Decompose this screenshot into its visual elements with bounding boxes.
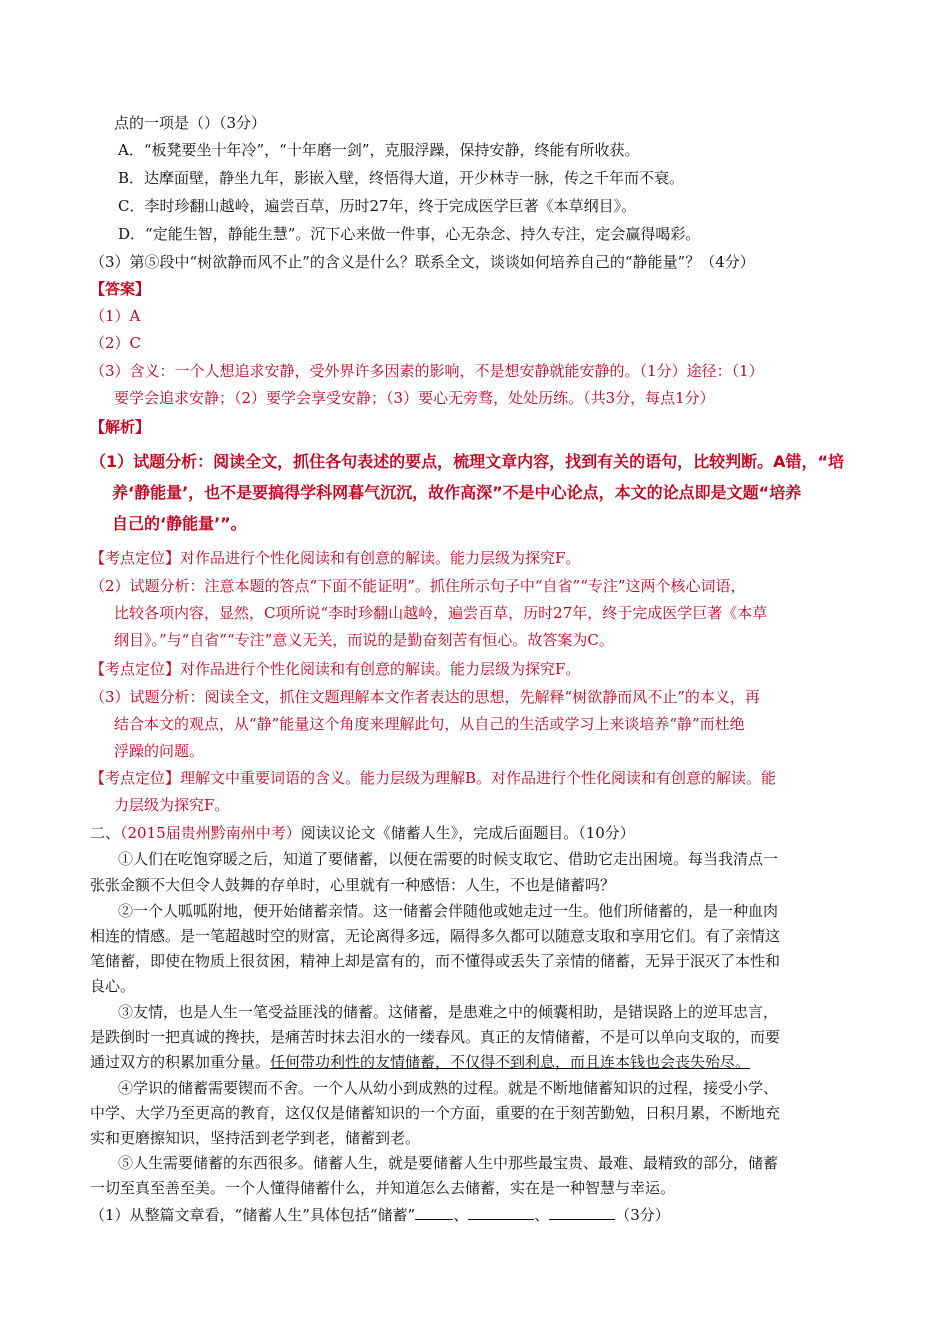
passage-p2-line-1: ②一个人呱呱附地，便开始储蓄亲情。这一储蓄会伴随他或她走过一生。他们所储蓄的，是一种血肉 xyxy=(118,902,779,920)
answer-blank-2[interactable] xyxy=(468,1203,534,1220)
passage-p4-line-2: 中学、大学乃至更高的教育，这仅仅是储蓄知识的一个方面，重要的在于刻苦勤勉，日积月累，不断地充 xyxy=(90,1104,781,1122)
question-last-suffix: （3分） xyxy=(615,1206,670,1224)
key-point-2: 【考点定位】对作品进行个性化阅读和有创意的解读。能力层级为探究F。 xyxy=(90,660,581,678)
blank-separator-2: 、 xyxy=(534,1206,550,1224)
passage-p2-line-2: 相连的情感。是一笔超越时空的财富，无论离得多远，隔得多久都可以随意支取和享用它们。有了亲情这 xyxy=(90,927,781,945)
analysis-header: 【解析】 xyxy=(90,418,151,436)
key-point-1: 【考点定位】对作品进行个性化阅读和有创意的解读。能力层级为探究F。 xyxy=(90,549,581,567)
question-3: （3）第⑤段中“树欲静而风不止”的含义是什么？联系全文，谈谈如何培养自己的“静能量”？（4分） xyxy=(90,253,755,271)
option-b: B．达摩面壁，静坐九年，影嵌入壁，终悟得大道，开少林寺一脉，传之千年而不衰。 xyxy=(118,169,685,187)
section-2-title xyxy=(90,820,880,846)
underlined-sentence: 任何带功利性的友情储蓄，不仅得不到利息，而且连本钱也会丧失殆尽。 xyxy=(270,1053,751,1071)
analysis-1-line-1: （1）试题分析：阅读全文，抓住各句表述的要点，梳理文章内容，找到有关的语句，比较判断。A错，“培 xyxy=(90,452,845,471)
answer-2: （2）C xyxy=(90,334,142,352)
question-last xyxy=(90,1202,880,1228)
passage-p3-line-3-text: 通过双方的积累加重分量。 xyxy=(90,1053,271,1071)
answer-header: 【答案】 xyxy=(90,280,151,298)
key-point-3-line-1: 【考点定位】理解文中重要词语的含义。能力层级为理解B。对作品进行个性化阅读和有创意的解读。能 xyxy=(90,769,777,787)
blank-separator-1: 、 xyxy=(453,1206,469,1224)
passage-p3-line-2: 是跌倒时一把真诚的搀扶，是痛苦时抹去泪水的一缕春风。真正的友情储蓄，不是可以单向支取的，而要 xyxy=(90,1028,781,1046)
passage-p4-line-1: ④学识的储蓄需要锲而不舍。一个人从幼小到成熟的过程。就是不断地储蓄知识的过程，接受小学、 xyxy=(118,1079,779,1097)
analysis-3-line-1: （3）试题分析：阅读全文，抓住文题理解本文作者表达的思想，先解释“树欲静而风不止”的本义，再 xyxy=(90,688,760,706)
passage-p5-line-2: 一切至真至善至美。一个人懂得储蓄什么，并知道怎么去储蓄，实在是一种智慧与幸运。 xyxy=(90,1179,676,1197)
passage-p5-line-1: ⑤人生需要储蓄的东西很多。储蓄人生，就是要储蓄人生中那些最宝贵、最难、最精致的部分，储蓄 xyxy=(118,1154,779,1172)
analysis-2-line-1: （2）试题分析：注意本题的答点“下面不能证明”。抓住所示句子中“自省”“专注”这两个核心词语， xyxy=(90,577,746,595)
passage-p1-line-2: 张张金额不大但令人鼓舞的存单时，心里就有一种感悟：人生，不也是储蓄吗？ xyxy=(90,876,616,894)
option-a: A．“板凳要坐十年冷”，“十年磨一剑”，克服浮躁，保持安静，终能有所收获。 xyxy=(118,141,640,159)
section-source: （2015届贵州黔南州中考） xyxy=(120,824,301,842)
answer-blank-3[interactable] xyxy=(549,1203,615,1220)
question-last-prefix: （1）从整篇文章看，“储蓄人生”具体包括“储蓄” xyxy=(90,1206,416,1224)
section-title-text: 阅读议论文《储蓄人生》，完成后面题目。（10分） xyxy=(300,824,635,842)
answer-3-line-1: （3）含义：一个人想追求安静，受外界许多因素的影响，不是想安静就能安静的。（1分）途径：（1） xyxy=(90,362,764,380)
passage-p4-line-3: 实和更磨擦知识，坚持活到老学到老，储蓄到老。 xyxy=(90,1129,421,1147)
passage-p2-line-4: 良心。 xyxy=(90,977,136,995)
section-number: 二、 xyxy=(90,824,121,842)
analysis-1-line-3: 自己的‘静能量’”。 xyxy=(112,514,247,533)
analysis-2-line-3: 纲目》。”与“自省”“专注”意义无关，而说的是勤奋刻苦有恒心。故答案为C。 xyxy=(114,631,614,649)
option-d: D．“定能生智，静能生慧”。沉下心来做一件事，心无杂念、持久专注，定会赢得喝彩。 xyxy=(118,225,701,243)
passage-p3-line-1: ③友情，也是人生一笔受益匪浅的储蓄。这储蓄，是患难之中的倾囊相助，是错误路上的逆耳忠言， xyxy=(118,1003,779,1021)
question-stem-tail: 点的一项是（）（3分） xyxy=(114,114,267,132)
analysis-3-line-2: 结合本文的观点，从“静”能量这个角度来理解此句，从自己的生活或学习上来谈培养“静”而杜绝 xyxy=(114,715,745,733)
answer-blank-1[interactable] xyxy=(415,1203,453,1220)
analysis-2-line-2: 比较各项内容，显然，C项所说“李时珍翻山越岭，遍尝百草，历时27年，终于完成医学巨著《本草 xyxy=(114,604,768,622)
analysis-1-line-2: 养‘静能量’，也不是要搞得学科网暮气沉沉，故作高深”不是中心论点，本文的论点即是文题“培养 xyxy=(112,483,802,502)
passage-p3-line-3 xyxy=(90,1049,880,1075)
analysis-3-line-3: 浮躁的问题。 xyxy=(114,742,205,760)
passage-p2-line-3: 笔储蓄，即使在物质上很贫困，精神上却是富有的，而不懂得或丢失了亲情的储蓄，无异于泯灭了本性和 xyxy=(90,952,781,970)
answer-3-line-2: 要学会追求安静；（2）要学会享受安静；（3）要心无旁骛，处处历练。（共3分，每点1分） xyxy=(114,389,715,407)
passage-p1-line-1: ①人们在吃饱穿暖之后，知道了要储蓄，以便在需要的时候支取它、借助它走出困境。每当我清点一 xyxy=(118,850,779,868)
key-point-3-line-2: 力层级为探究F。 xyxy=(114,796,230,814)
option-c: C．李时珍翻山越岭，遍尝百草，历时27年，终于完成医学巨著《本草纲目》。 xyxy=(118,197,637,215)
answer-1: （1）A xyxy=(90,307,141,325)
